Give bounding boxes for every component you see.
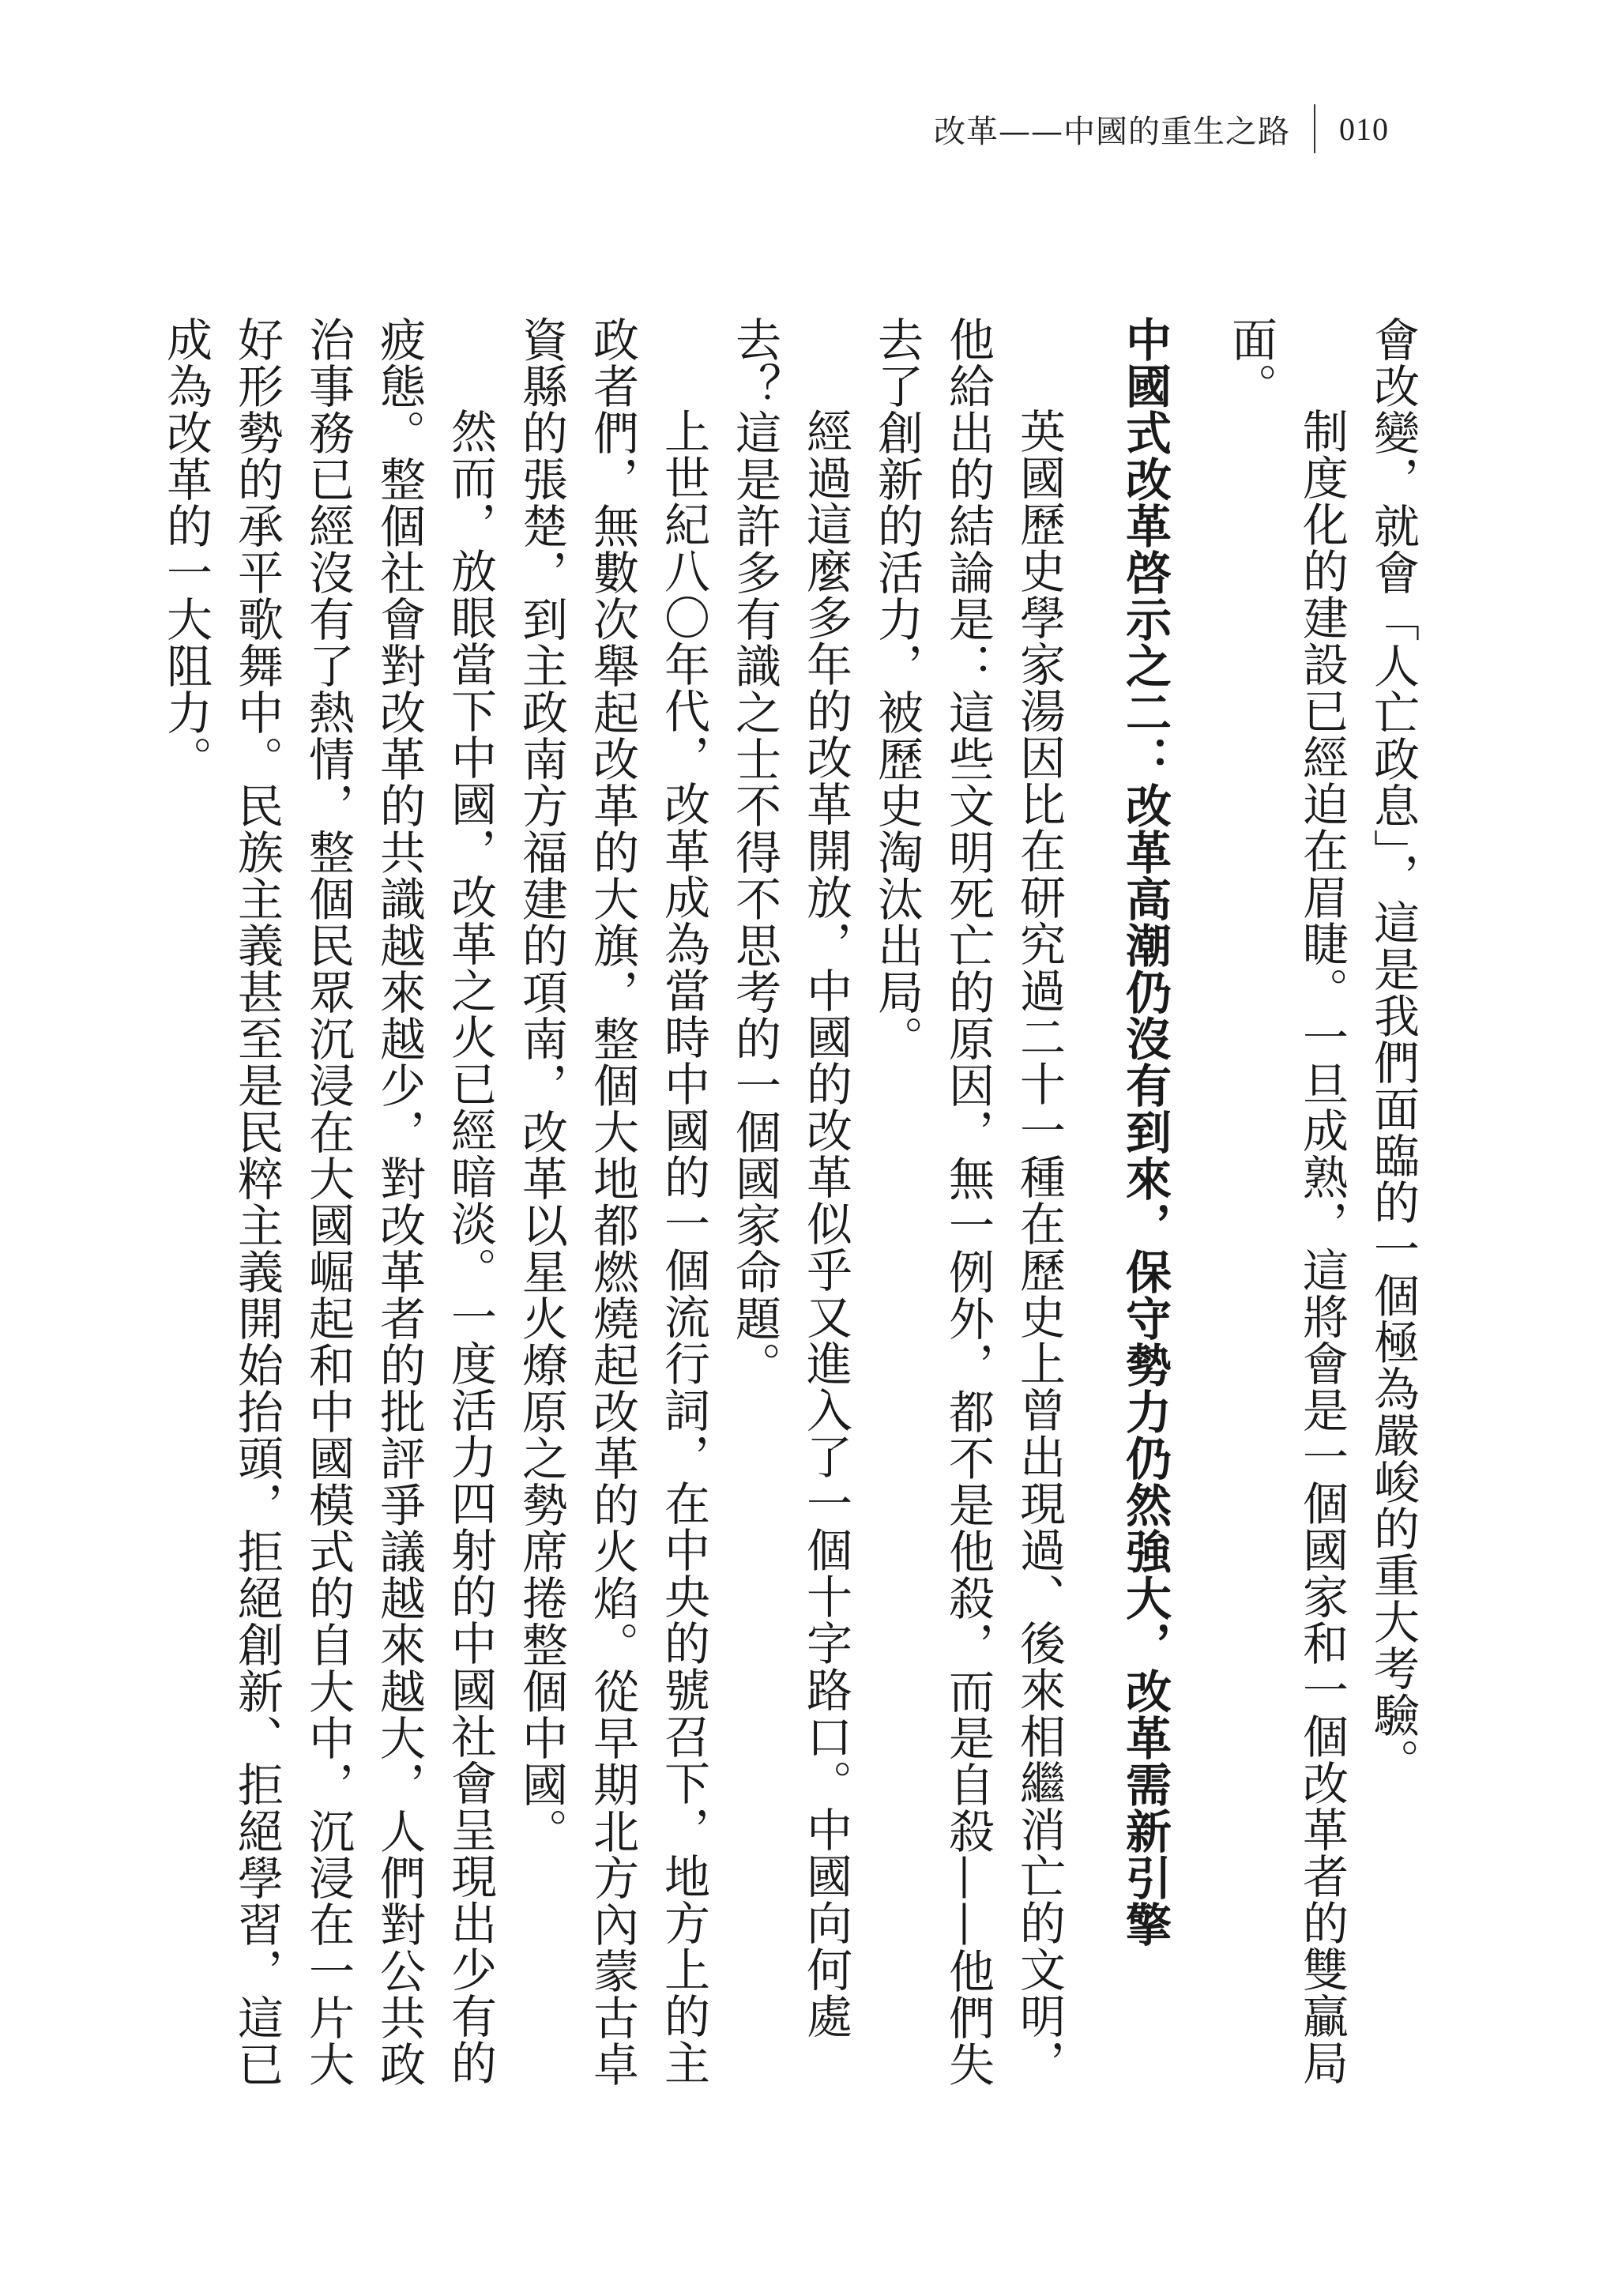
section-heading: 中國式改革啓示之二：改革高潮仍沒有到來，保守勢力仍然強大，改革需新引擎 bbox=[1118, 316, 1172, 1948]
paragraph: 經過這麼多年的改革開放，中國的改革似乎又進入了一個十字路口。中國向何處去？這是許多有識之士不得不思考的一個國家命題。 bbox=[728, 316, 852, 2039]
running-header bbox=[934, 93, 1389, 164]
header-divider bbox=[1314, 104, 1315, 153]
paragraph: 上世紀八〇年代，改革成為當時中國的一個流行詞，在中央的號召下，地方上的主政者們，無數次舉起改革的大旗，整個大地都燃燒起改革的火焰。從早期北方內蒙古卓資縣的張楚，到主政南方福建的項南，改革以星火燎原之勢席捲整個中國。 bbox=[514, 316, 710, 2087]
page-number: 010 bbox=[1339, 111, 1389, 147]
book-title: 改革——中國的重生之路 bbox=[934, 113, 1290, 150]
paragraph: 英國歷史學家湯因比在研究過二十一種在歷史上曾出現過、後來相繼消亡的文明，他給出的結論是：這些文明死亡的原因，無一例外，都不是他殺，而是自殺——他們失去了創新的活力，被歷史淘汰出局。 bbox=[870, 316, 1066, 2087]
paragraph: 然而，放眼當下中國，改革之火已經暗淡。一度活力四射的中國社會呈現出少有的疲態。整個社會對改革的共識越來越少，對改革者的批評爭議越來越大，人們對公共政治事務已經沒有了熱情，整個民眾沉浸在大國崛起和中國模式的自大中，沉浸在一片大好形勢的承平歌舞中。民族主義甚至是民粹主義開始抬頭，拒絕創新、拒絕學習，這已成為改革的一大阻力。 bbox=[159, 316, 497, 2087]
paragraph-continued: 會改變，就會「人亡政息」，這是我們面臨的一個極為嚴峻的重大考驗。 bbox=[1366, 316, 1420, 1785]
paragraph: 制度化的建設已經迫在眉睫。一旦成熟，這將會是一個國家和一個改革者的雙贏局面。 bbox=[1224, 316, 1349, 2086]
vertical-text-body bbox=[159, 316, 1428, 2117]
